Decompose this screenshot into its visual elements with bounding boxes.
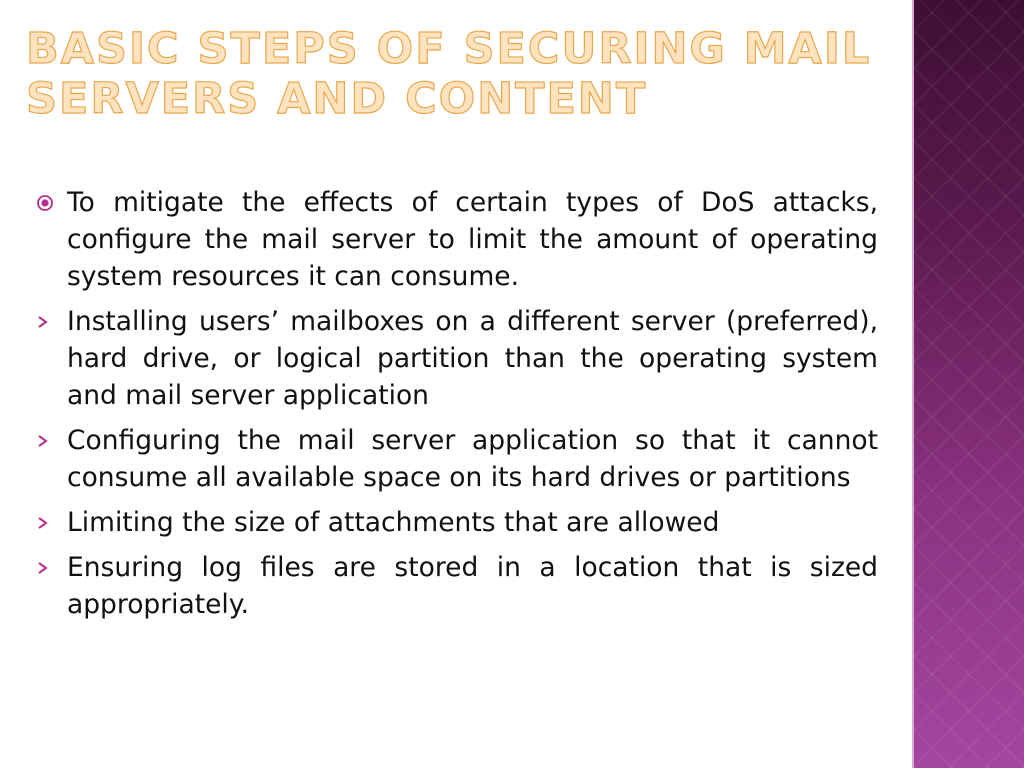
arrow-bullet-icon <box>36 504 67 541</box>
title-line-1: BASIC STEPS OF SECURING MAIL <box>26 24 872 74</box>
decorative-side-band <box>912 0 1024 768</box>
bullet-item <box>36 422 878 496</box>
bullet-item <box>36 303 878 414</box>
bullet-item <box>36 504 878 541</box>
bullet-text: Limiting the size of attachments that are allowed <box>67 507 720 538</box>
bullet-text: Configuring the mail server application so that it cannot consume all available space on its hard drives or partitions <box>67 425 878 493</box>
arrow-bullet-icon <box>36 422 67 459</box>
bullet-list <box>36 184 878 631</box>
bullet-text: Installing users’ mailboxes on a different server (preferred), hard drive, or logical partition than the operating system and mail server application <box>67 306 878 411</box>
bullet-text: Ensuring log files are stored in a location that is sized appropriately. <box>67 552 878 620</box>
circle-bullet-icon <box>36 184 67 221</box>
arrow-bullet-icon <box>36 549 67 586</box>
slide-title <box>26 24 886 124</box>
title-line-2: SERVERS AND CONTENT <box>26 74 648 124</box>
bullet-item <box>36 549 878 623</box>
bullet-text: To mitigate the effects of certain types of DoS attacks, configure the mail server to limit the amount of operating system resources it can consume. <box>67 187 878 292</box>
arrow-bullet-icon <box>36 303 67 340</box>
diamond-pattern <box>914 0 1024 768</box>
bullet-item <box>36 184 878 295</box>
